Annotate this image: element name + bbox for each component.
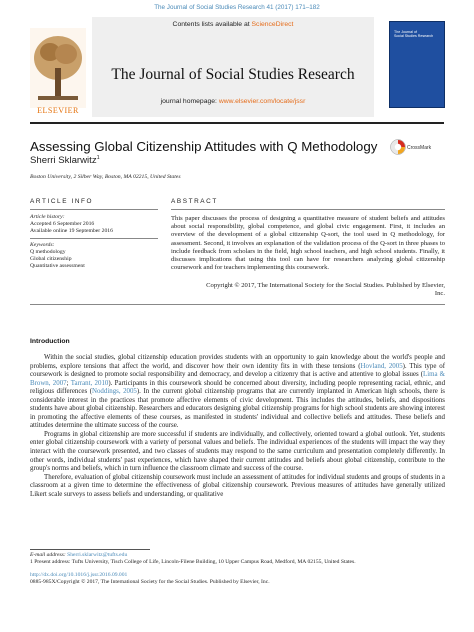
- cover-title: [394, 30, 440, 39]
- abstract-bottom-rule: [30, 304, 445, 305]
- journal-homepage-line: [92, 98, 374, 105]
- homepage-link[interactable]: www.elsevier.com/locate/jssr: [218, 98, 306, 105]
- introduction-heading: Introduction: [30, 338, 70, 345]
- copyright-line2: Inc.: [434, 290, 445, 298]
- author-footnote-marker: 1: [96, 155, 100, 161]
- introduction-body: [30, 354, 445, 499]
- history-label: Article history:: [30, 214, 65, 220]
- keywords-label: Keywords:: [30, 242, 55, 248]
- keyword-item: Quantitative assessment: [30, 263, 85, 269]
- issn-copyright: 0885-985X/Copyright © 2017, The International Society for the Social Studies. Published by Elsevier, Inc.: [30, 579, 270, 585]
- contents-prefix: Contents lists available at: [172, 21, 252, 28]
- email-label: E-mail address:: [30, 552, 68, 558]
- doi-link[interactable]: http://dx.doi.org/10.1016/j.jssr.2016.09.001: [30, 572, 128, 578]
- p1-text-d: ). Participants in this coursework should be concerned about diversity, including people representing racial, ethnic, and religious differences (: [30, 379, 446, 396]
- crossmark-label[interactable]: CrossMark: [407, 145, 432, 151]
- p1-text-b: ). This type of coursework is designed to promote social responsibility and democracy, and develop a citizenry that is active and attentive to global issues (: [30, 362, 445, 379]
- abstract-text: This paper discusses the process of designing a quantitative measure of student beliefs and attitudes about social responsibility, global competence, and global civic engagement. First, it includes an overview of the development of a global citizenship Q-sort, the tool used in Q methodology, for assessment. Second, it involves an explanation of the validation process of the Q-sort in three phases to include feedback from scholars in the field, high school teachers, and high school students. Finally, it discusses implications that using this tool can have for researchers analyzing global citizenship coursework and for teachers implementing this coursework.: [171, 215, 445, 272]
- p1-text-c: ;: [66, 379, 71, 387]
- crossmark-icon[interactable]: [390, 139, 406, 155]
- email-link[interactable]: Sherri.sklarwitz@tufts.edu: [67, 552, 128, 558]
- present-address-footnote: 1 Present address: Tufts University, Tisch College of Life, Lincoln-Filene Building, 10 Upper Campus Road, Medford, MA 02155, United States.: [30, 559, 356, 565]
- email-footnote: [30, 552, 445, 559]
- intro-paragraph-3: Therefore, evaluation of global citizenship coursework must include an assessment of attitudes for individual students and groups of students in a classroom at a given time to determine the effectiveness of global citizenship coursework. Previous measures of attitudes have generally utilized Likert scale surveys to assess beliefs and understanding, or qualitative: [30, 473, 445, 498]
- citation-link[interactable]: Hovland, 2005: [360, 362, 403, 370]
- author-affiliation: Boston University, 2 Silber Way, Boston, MA 02215, United States: [30, 174, 181, 180]
- abstract-rule: [171, 209, 445, 210]
- elsevier-tree-logo: [30, 28, 86, 108]
- keyword-item: Global citizenship: [30, 256, 72, 262]
- accepted-date: Accepted 6 September 2016: [30, 221, 95, 227]
- citation-link[interactable]: Tarrant, 2010: [70, 379, 109, 387]
- article-title: Assessing Global Citizenship Attitudes with Q Methodology: [30, 139, 378, 154]
- article-info-rule: [30, 209, 158, 210]
- article-history: [30, 214, 160, 235]
- journal-reference[interactable]: The Journal of Social Studies Research 41 (2017) 171–182: [154, 4, 320, 11]
- article-info-heading: ARTICLE INFO: [30, 198, 94, 205]
- history-rule: [30, 238, 158, 239]
- keywords-block: [30, 242, 160, 270]
- citation-link[interactable]: Lima & Brown, 2007: [30, 371, 446, 387]
- footnote-rule: [30, 549, 150, 550]
- cover-title-line2: Social Studies Research: [394, 34, 434, 39]
- citation-link[interactable]: Noddings, 2005: [92, 388, 137, 396]
- cover-title-line1: The Journal of: [394, 30, 417, 34]
- journal-title: The Journal of Social Studies Research: [111, 66, 355, 83]
- contents-line: [92, 21, 374, 28]
- copyright-line1: Copyright © 2017, The International Society for the Social Studies. Published by Elsevier,: [206, 282, 445, 289]
- abstract-copyright: [171, 282, 445, 298]
- online-date: Available online 19 September 2016: [30, 228, 113, 234]
- p1-text-a: Within the social studies, global citizenship education provides students with an opportunity to gain knowledge about the world's people and problems, explore tensions that affect the world, and discover how their own identity fits in with these tensions (: [30, 354, 445, 370]
- homepage-prefix: journal homepage:: [160, 98, 219, 105]
- abstract-heading: ABSTRACT: [171, 198, 218, 205]
- header-divider: [30, 122, 444, 124]
- author-name-text[interactable]: Sherri Sklarwitz: [30, 155, 97, 167]
- intro-paragraph-1: [30, 354, 445, 431]
- elsevier-wordmark: ELSEVIER: [37, 106, 79, 115]
- intro-paragraph-2: Programs in global citizenship are more successful if students are individually, and collectively, oriented toward a global outlook. Yet, students enter global citizenship coursework with a variety of personal values and beliefs. The individual experiences of the students will impact the way they interact with the coursework presented, and two classes of students may respond to the same curriculum and presentation completely differently. In other words, individual students' past experiences, which have shaped their current attitudes and beliefs about global citizenship, contribute to the group's norms and beliefs, which in turn influence the classroom climate and success of the course.: [30, 430, 445, 473]
- sciencedirect-link[interactable]: ScienceDirect: [251, 21, 294, 28]
- keyword-item: Q methodology: [30, 249, 66, 255]
- author-name[interactable]: [30, 155, 100, 166]
- p1-text-e: ). In the current global citizenship programs that are currently implanted in American high schools, there is considerable interest in the practices that promote affective elements of civic development. This includes the attitudes, beliefs, and dispositions students have about global citizenship. Researchers and educators designing global citizenship programs for high school students are showing interest in promoting the affective elements of these courses, as manifested in students' individual and collective beliefs and attitudes. These beliefs and attitudes determine the ultimate success of the course.: [30, 388, 445, 430]
